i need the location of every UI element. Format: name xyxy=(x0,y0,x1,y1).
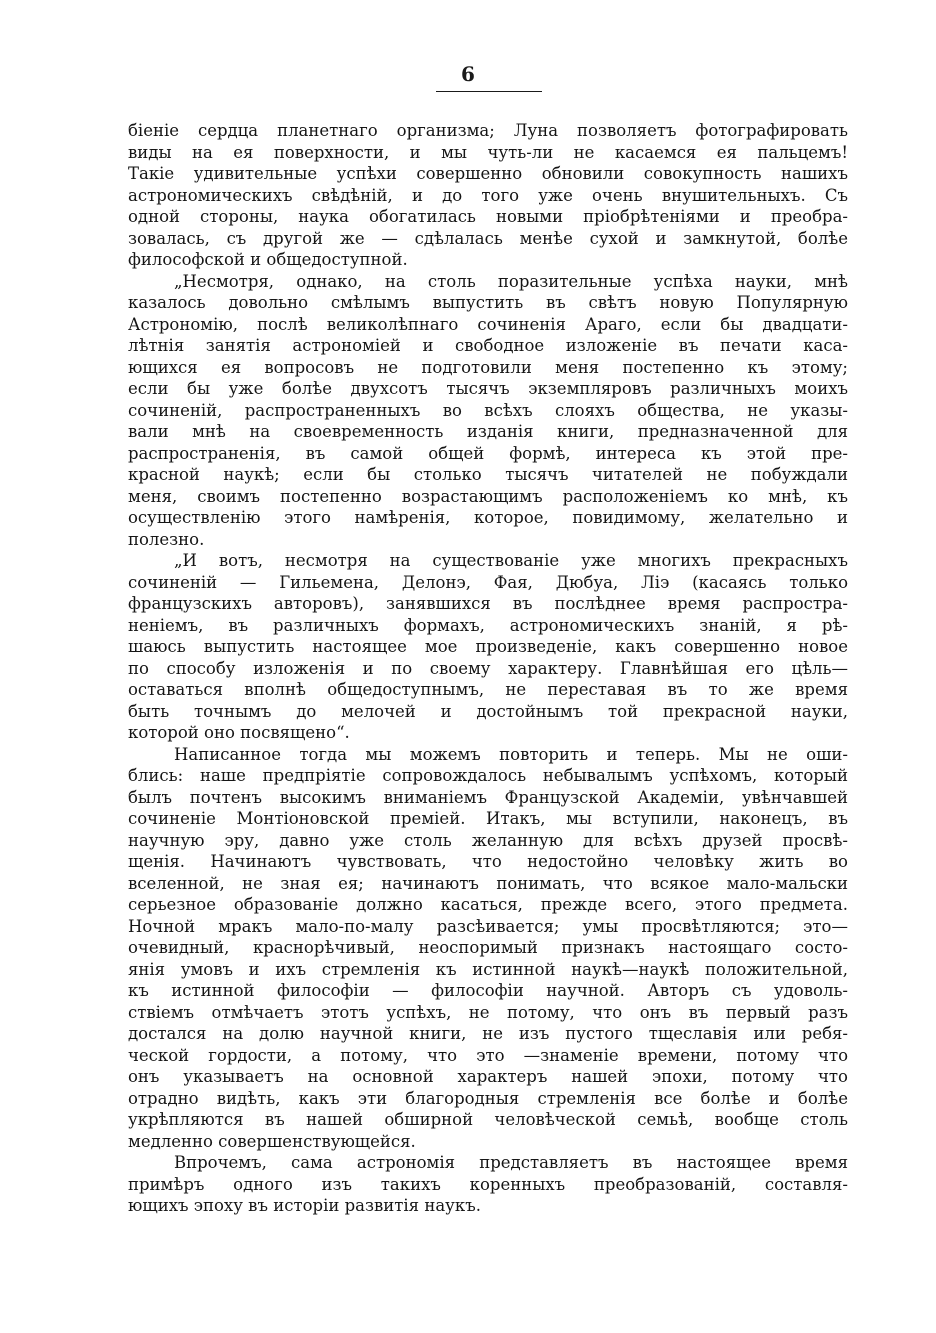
text-line: медленно совершенствующейся. xyxy=(128,1131,416,1151)
text-line: къ истинной философіи — философіи научной. Авторъ съ удоволь- xyxy=(128,981,848,1000)
text-line: ческой гордости, а потому, что это —знаменіе времени, потому что xyxy=(128,1045,848,1065)
text-line: казалось довольно смѣлымъ выпустить въ свѣтъ новую Популярную xyxy=(128,293,848,312)
text-line: біеніе сердца планетнаго организма; Луна позволяетъ фотографировать xyxy=(128,121,848,140)
text-line: философской и общедоступной. xyxy=(128,250,408,269)
text-line: ющихся ея вопросовъ не подготовили меня постепенно къ этому; xyxy=(128,357,848,377)
text-line: „Несмотря, однако, на столь поразительные успѣха науки, мнѣ xyxy=(174,271,848,291)
text-line: неніемъ, въ различныхъ формахъ, астрономическихъ знаній, я рѣ- xyxy=(128,615,848,635)
text-line: ствіемъ отмѣчаетъ этотъ успѣхъ, не потому, что онъ въ первый разъ xyxy=(128,1002,848,1022)
text-line: осуществленію этого намѣренія, которое, повидимому, желательно и xyxy=(128,508,848,527)
text-line: онъ указываетъ на основной характеръ нашей эпохи, потому что xyxy=(128,1067,848,1086)
text-line: одной стороны, наука обогатилась новыми пріобрѣтеніями и преобра- xyxy=(128,207,848,226)
text-line: былъ почтенъ высокимъ вниманіемъ Французской Академіи, увѣнчавшей xyxy=(128,787,848,807)
text-line: достался на долю научной книги, не изъ пустого тщеславія или ребя- xyxy=(128,1024,848,1043)
text-line: „И вотъ, несмотря на существованіе уже многихъ прекрасныхъ xyxy=(174,551,848,570)
text-line: шаюсь выпустить настоящее мое произведеніе, какъ совершенно новое xyxy=(128,637,848,656)
text-line: Астрономію, послѣ великолѣпнаго сочиненія Араго, если бы двадцати- xyxy=(128,314,848,334)
text-line: если бы уже болѣе двухсотъ тысячъ экземпляровъ различныхъ моихъ xyxy=(128,379,848,398)
paragraph xyxy=(128,1152,848,1217)
text-line: укрѣпляются въ нашей обширной человѣческой семьѣ, вообще столь xyxy=(128,1110,848,1129)
text-line: янія умовъ и ихъ стремленія къ истинной наукѣ—наукѣ положительной, xyxy=(128,959,848,979)
text-line: сочиненій, распространенныхъ во всѣхъ слояхъ общества, не указы- xyxy=(128,400,848,420)
text-line: блись: наше предпріятіе сопровождалось небывалымъ успѣхомъ, который xyxy=(128,766,848,785)
page-number-rule xyxy=(436,91,542,92)
text-line: которой оно посвящено“. xyxy=(128,723,350,742)
text-line: отрадно видѣть, какъ эти благородныя стремленія все болѣе и болѣе xyxy=(128,1088,848,1108)
text-line: вселенной, не зная ея; начинаютъ понимать, что всякое мало-мальски xyxy=(128,873,848,893)
text-line: меня, своимъ постепенно возрастающимъ расположеніемъ ко мнѣ, къ xyxy=(128,486,848,506)
text-line: астрономическихъ свѣдѣній, и до того уже очень внушительныхъ. Съ xyxy=(128,185,848,205)
text-line: оставаться вполнѣ общедоступнымъ, не переставая въ то же время xyxy=(128,680,848,699)
text-line: серьезное образованіе должно касаться, прежде всего, этого предмета. xyxy=(128,895,848,914)
text-line: красной наукѣ; если бы столько тысячъ читателей не побуждали xyxy=(128,465,848,484)
text-line: по способу изложенія и по своему характеру. Главнѣйшая его цѣль— xyxy=(128,658,848,678)
text-line: распространенія, въ самой общей формѣ, интереса къ этой пре- xyxy=(128,443,848,463)
text-line: быть точнымъ до мелочей и достойнымъ той прекрасной науки, xyxy=(128,701,848,721)
text-line: вали мнѣ на своевременность изданія книги, предназначенной для xyxy=(128,422,848,441)
paragraph xyxy=(128,271,848,551)
paragraph xyxy=(128,744,848,1153)
text-line: очевидный, краснорѣчивый, неоспоримый признакъ настоящаго состо- xyxy=(128,938,848,957)
text-line: Ночной мракъ мало-по-малу разсѣивается; умы просвѣтляются; это— xyxy=(128,916,848,936)
text-line: Такіе удивительные успѣхи совершенно обновили совокупность нашихъ xyxy=(128,164,848,183)
text-line: ющихъ эпоху въ исторіи развитія наукъ. xyxy=(128,1196,481,1215)
text-line: лѣтнія занятія астрономіей и свободное изложеніе въ печати каса- xyxy=(128,336,848,355)
text-line: полезно. xyxy=(128,529,205,549)
text-line: сочиненіе Монтіоновской преміей. Итакъ, мы вступили, наконецъ, въ xyxy=(128,809,848,828)
paragraph xyxy=(128,550,848,744)
text-line: Впрочемъ, сама астрономія представляетъ въ настоящее время xyxy=(174,1153,848,1172)
text-line: зовалась, съ другой же — сдѣлалась менѣе сухой и замкнутой, болѣе xyxy=(128,228,848,248)
paragraph xyxy=(128,120,848,271)
text-line: сочиненій — Гильемена, Делонэ, Фая, Дюбуа, Ліэ (касаясь только xyxy=(128,572,848,592)
page-number: 6 xyxy=(461,62,475,86)
text-line: примѣръ одного изъ такихъ коренныхъ преобразованій, составля- xyxy=(128,1174,848,1194)
text-line: виды на ея поверхности, и мы чуть-ли не касаемся ея пальцемъ! xyxy=(128,142,848,162)
text-line: щенія. Начинаютъ чувствовать, что недостойно человѣку жить во xyxy=(128,852,848,871)
body-text xyxy=(128,120,848,1217)
text-line: научную эру, давно уже столь желанную для всѣхъ друзей просвѣ- xyxy=(128,830,848,850)
text-line: Написанное тогда мы можемъ повторить и теперь. Мы не оши- xyxy=(174,744,848,764)
text-line: французскихъ авторовъ), занявшихся въ послѣднее время распростра- xyxy=(128,594,848,613)
